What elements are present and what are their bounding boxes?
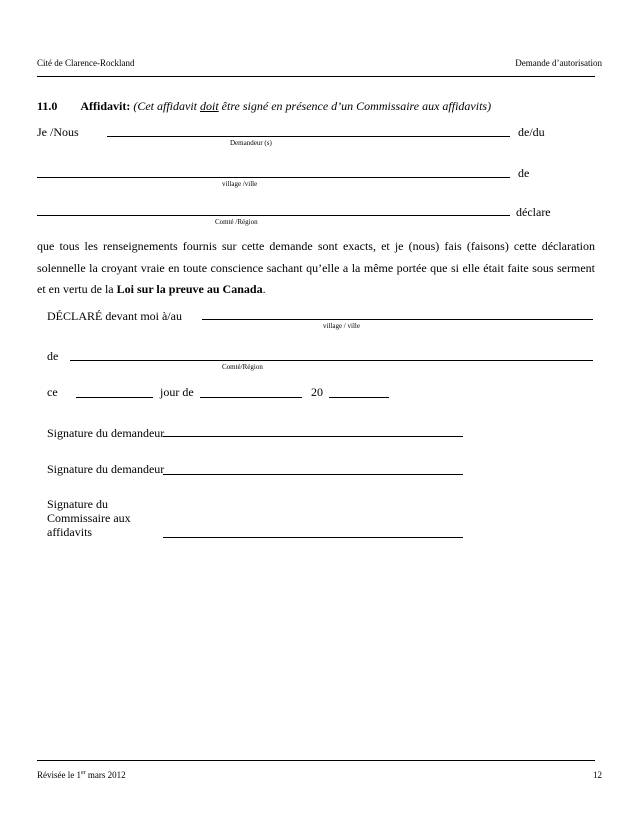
- header-left: Cité de Clarence-Rockland: [37, 58, 135, 68]
- footer-rule: [37, 760, 595, 761]
- footer-revised-sup: er: [81, 770, 86, 776]
- de-label-2: de: [47, 349, 59, 363]
- statement-text: que tous les renseignements fournis sur cette demande sont exacts, et je (nous) fais (faisons) cette déclaration solennelle la croyant vraie en toute conscience sachant qu’elle a la même portée que si elle était faite sous serment et en vertu de la: [37, 239, 595, 296]
- declare-label: déclare: [516, 205, 551, 219]
- declared-place-field[interactable]: [202, 319, 593, 320]
- signature-commissioner-label: [47, 497, 131, 539]
- year-prefix-label: 20: [311, 385, 323, 399]
- de-du-label: de/du: [518, 125, 545, 139]
- declared-before-label: DÉCLARÉ devant moi à/au: [47, 309, 182, 323]
- section-note-emphasis: doit: [200, 99, 219, 113]
- day-field[interactable]: [76, 397, 153, 398]
- section-title: Affidavit:: [80, 99, 131, 113]
- declaration-statement: [37, 236, 595, 301]
- signature-applicant-label-2: Signature du demandeur: [47, 462, 165, 476]
- header-right: Demande d’autorisation: [515, 58, 602, 68]
- village-ville-caption-2: village / ville: [323, 322, 360, 330]
- jour-de-label: jour de: [160, 385, 194, 399]
- ce-label: ce: [47, 385, 58, 399]
- signature-commissioner-line-2: Commissaire aux: [47, 511, 131, 525]
- section-note-before: (Cet affidavit: [133, 99, 200, 113]
- demandeur-caption: Demandeur (s): [230, 139, 272, 147]
- section-number: 11.0: [37, 99, 58, 113]
- statement-law: Loi sur la preuve au Canada: [116, 282, 263, 296]
- year-field[interactable]: [329, 397, 389, 398]
- signature-commissioner-line-1: Signature du: [47, 497, 108, 511]
- footer-revised-prefix: Révisée le 1: [37, 770, 81, 780]
- signature-commissioner-line-3: affidavits: [47, 525, 93, 539]
- page-number: 12: [593, 770, 602, 780]
- section-heading: [37, 99, 491, 114]
- signature-applicant-field-1[interactable]: [163, 436, 463, 437]
- signature-applicant-label-1: Signature du demandeur: [47, 426, 165, 440]
- village-ville-caption: village /ville: [222, 180, 258, 188]
- header-rule: [37, 76, 595, 77]
- month-field[interactable]: [200, 397, 302, 398]
- section-note-after: être signé en présence d’un Commissaire aux affidavits): [218, 99, 492, 113]
- de-label: de: [518, 166, 530, 180]
- comte-region-caption: Comté /Région: [215, 218, 258, 226]
- footer-revised-suffix: mars 2012: [85, 770, 126, 780]
- footer-revised: [37, 770, 126, 780]
- applicant-name-field[interactable]: [107, 136, 510, 137]
- comte-region-caption-2: Comté/Région: [222, 363, 263, 371]
- county-field[interactable]: [37, 215, 510, 216]
- village-field[interactable]: [37, 177, 510, 178]
- statement-end: .: [262, 282, 266, 296]
- signature-commissioner-field[interactable]: [163, 537, 463, 538]
- declared-county-field[interactable]: [70, 360, 593, 361]
- je-nous-label: Je /Nous: [37, 125, 79, 139]
- signature-applicant-field-2[interactable]: [163, 474, 463, 475]
